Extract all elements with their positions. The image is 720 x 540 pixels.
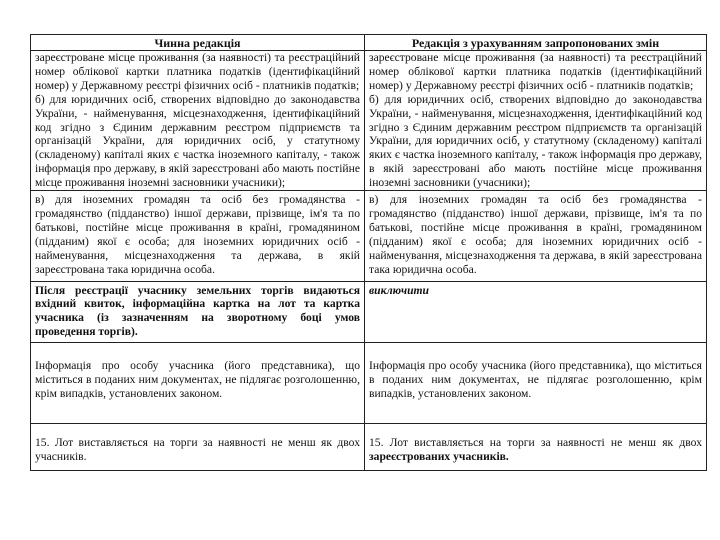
column-header-proposed: Редакція з урахуванням запропонованих змін xyxy=(365,35,707,51)
cell-text: 15. Лот виставляється на торги за наявності не менш як двох учасників. xyxy=(35,435,363,463)
cell-current xyxy=(31,423,365,470)
cell-text: Інформація про особу учасника (його представника), що міститься в поданих ним документах, не підлягає розголошенню, крім випадків, установлених законом. xyxy=(35,359,363,400)
cell-text: Після реєстрації учаснику земельних торгів видаються вхідний квиток, інформаційна картка на лот та картка учасника (із зазначенням на зворотному боці умов проведення торгів). xyxy=(35,283,363,339)
cell-proposed xyxy=(365,423,707,470)
cell-text xyxy=(369,436,702,464)
comparison-table xyxy=(30,34,707,471)
cell-proposed xyxy=(365,281,707,343)
cell-text: в) для іноземних громадян та осіб без громадянства - громадянство (підданство) іншої держави, прізвище, ім'я та по батькові, постійне місце проживання в країні, громадянином (підданим) якої є особа; для іноземних юридичних осіб - найменування, місцезнаходження та держава, в якій зареєстрована така юридична особа. xyxy=(35,193,363,276)
cell-text: Інформація про особу учасника (його представника), що міститься в поданих ним документах, не підлягає розголошенню, крім випадків, установлених законом. xyxy=(369,359,705,400)
cell-text-part: 15. Лот виставляється на торги за наявності не менш як xyxy=(369,435,674,449)
cell-text-part: учасників. xyxy=(453,449,509,463)
cell-proposed xyxy=(365,51,707,191)
cell-current xyxy=(31,51,365,191)
cell-proposed xyxy=(365,343,707,424)
document-page xyxy=(30,34,706,471)
table-row xyxy=(31,343,707,424)
cell-current xyxy=(31,343,365,424)
cell-current xyxy=(31,191,365,281)
table-row xyxy=(31,423,707,470)
table-header-row xyxy=(31,35,707,51)
table-row xyxy=(31,191,707,281)
cell-text: в) для іноземних громадян та осіб без громадянства - громадянство (підданство) іншої держави, прізвище, ім'я та по батькові, постійне місце проживання в країні, громадянином (підданим) якої є особа; для іноземних юридичних осіб - найменування, місцезнаходження та держава, в якій зареєстрована така юридична особа. xyxy=(369,193,705,276)
cell-text-part: двох xyxy=(679,435,702,449)
cell-text-inserted: зареєстрованих xyxy=(369,449,451,463)
table-row xyxy=(31,51,707,191)
table-row xyxy=(31,281,707,343)
cell-text: зареєстроване місце проживання (за наявності) та реєстраційний номер облікової картки платника податків (ідентифікаційний номер) у Державному реєстрі фізичних осіб - платників податків; б) для юридичних осіб, створених відповідно до законодавства України, - найменування, місцезнаходження, ідентифікаційний код згідно з Єдиним державним реєстром підприємств та організацій України, для юридичних осіб, у статутному (складеному) капіталі яких є частка іноземного капіталу, - також інформація про державу, в якій зареєстровані або мають постійне місце проживання іноземні засновники (учасники); xyxy=(369,51,702,190)
cell-current xyxy=(31,281,365,343)
column-header-current: Чинна редакція xyxy=(31,35,365,51)
cell-text-deleted-marker: виключити xyxy=(369,283,429,297)
cell-text: зареєстроване місце проживання (за наявності) та реєстраційний номер облікової картки платника податків (ідентифікаційний номер) у Державному реєстрі фізичних осіб - платників податків; б) для юридичних осіб, створених відповідно до законодавства України, - найменування, місцезнаходження, ідентифікаційний код згідно з Єдиним державним реєстром підприємств та організацій України, для юридичних осіб, у статутному (складеному) капіталі яких є частка іноземного капіталу, - також інформація про державу, в якій зареєстровані або мають постійне місце проживання іноземні засновники учасники); xyxy=(35,51,360,190)
cell-proposed xyxy=(365,191,707,281)
